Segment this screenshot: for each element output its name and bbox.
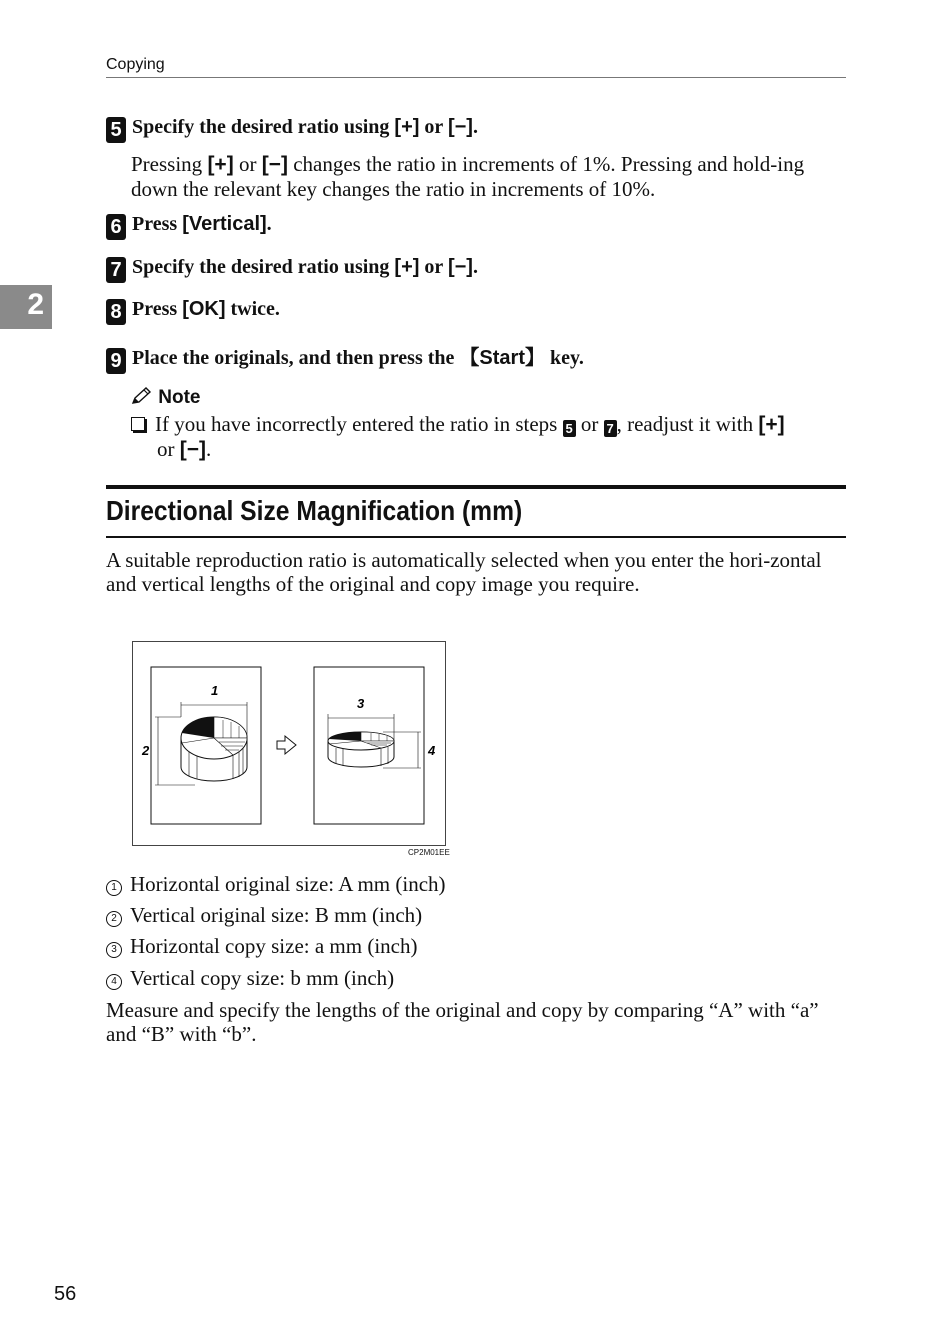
note-heading bbox=[131, 386, 201, 409]
list-item: 2 Vertical original size: B mm (inch) bbox=[106, 903, 422, 928]
section-title: Directional Size Magnification (mm) bbox=[106, 495, 523, 526]
chapter-number: 2 bbox=[27, 288, 44, 321]
ok-key: [OK] bbox=[182, 298, 226, 320]
heading-rule-bottom bbox=[106, 536, 846, 538]
step-text: Press [OK] twice. bbox=[132, 298, 280, 320]
step-number: 5 bbox=[106, 117, 126, 143]
section-intro: A suitable reproduction ratio is automatically selected when you enter the hori-zontal and vertical lengths of the original and copy image you require. bbox=[106, 548, 822, 596]
closing-paragraph: Measure and specify the lengths of the original and copy by comparing “A” with “a” and “B” with “b”. bbox=[106, 998, 819, 1046]
arrow-right-icon bbox=[277, 736, 296, 754]
list-item: 4 Vertical copy size: b mm (inch) bbox=[106, 966, 394, 991]
label-4: 4 bbox=[428, 743, 436, 758]
step-5 bbox=[106, 116, 478, 143]
plus-key: [+] bbox=[394, 116, 420, 138]
step-text: Specify the desired ratio using [+] or [−]. bbox=[132, 116, 478, 138]
figure-code: CP2M01EE bbox=[408, 848, 450, 857]
note-item: If you have incorrectly entered the ratio in steps 5 or 7 , readjust it with [+] or [−]. bbox=[131, 412, 847, 462]
pencil-icon bbox=[131, 386, 153, 406]
list-item: 3 Horizontal copy size: a mm (inch) bbox=[106, 934, 418, 959]
step-number: 6 bbox=[106, 214, 126, 240]
step-text: Specify the desired ratio using [+] or [−]. bbox=[132, 256, 478, 278]
original-pie-icon bbox=[181, 717, 247, 781]
copy-pie-icon bbox=[328, 732, 394, 767]
label-1: 1 bbox=[211, 683, 219, 698]
plus-key: [+] bbox=[394, 256, 420, 278]
step-8 bbox=[106, 298, 280, 325]
step-7 bbox=[106, 256, 478, 283]
label-3: 3 bbox=[357, 696, 365, 711]
chapter-tab bbox=[0, 285, 52, 329]
step-6 bbox=[106, 213, 272, 240]
step-number: 7 bbox=[106, 257, 126, 283]
step-number: 8 bbox=[106, 299, 126, 325]
note-title: Note bbox=[158, 387, 201, 408]
step-text: Place the originals, and then press the 【Start】 key. bbox=[132, 347, 584, 369]
page-number: 56 bbox=[54, 1283, 77, 1305]
magnification-diagram bbox=[133, 642, 445, 845]
running-header: Copying bbox=[106, 56, 165, 73]
minus-key: [−] bbox=[447, 256, 473, 278]
vertical-key: [Vertical] bbox=[182, 213, 267, 235]
header-rule bbox=[106, 77, 846, 78]
step-ref-5: 5 bbox=[563, 420, 576, 437]
checkbox-bullet-icon bbox=[131, 417, 145, 431]
list-item: 1 Horizontal original size: A mm (inch) bbox=[106, 872, 446, 897]
label-2: 2 bbox=[142, 743, 150, 758]
figure-illustration bbox=[132, 641, 446, 846]
step-ref-7: 7 bbox=[604, 420, 617, 437]
step-5-description: Pressing [+] or [−] changes the ratio in increments of 1%. Pressing and hold-ing down the relevant key changes the ratio in increments of 10%. bbox=[131, 152, 805, 201]
heading-rule-top bbox=[106, 485, 846, 489]
start-key: 【Start】 bbox=[459, 347, 545, 369]
step-text: Press [Vertical]. bbox=[132, 213, 272, 235]
step-9 bbox=[106, 341, 584, 374]
step-number: 9 bbox=[106, 348, 126, 374]
minus-key: [−] bbox=[447, 116, 473, 138]
